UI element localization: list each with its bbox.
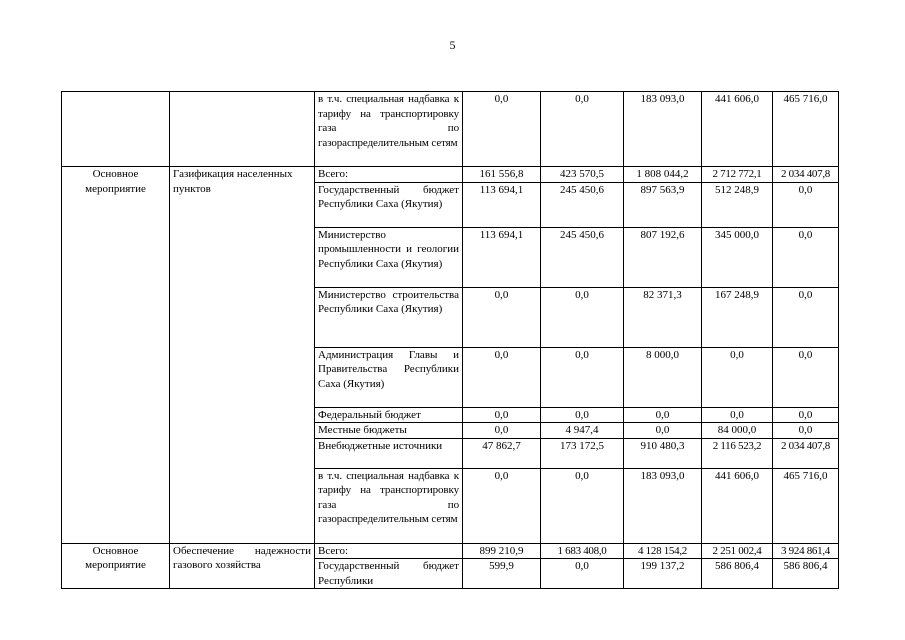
value-cell: 0,0 <box>773 287 839 347</box>
page-number: 5 <box>449 38 456 52</box>
value-cell: 0,0 <box>624 407 702 423</box>
value-cell: 441 606,0 <box>702 92 773 167</box>
value-cell: 0,0 <box>773 423 839 439</box>
value-cell: 910 480,3 <box>624 438 702 468</box>
value-cell: 3 924 861,4 <box>773 543 839 559</box>
value-cell: 4 128 154,2 <box>624 543 702 559</box>
value-cell: 113 694,1 <box>463 227 541 287</box>
funding-source-cell: Администрация Главы и Правительства Республики Саха (Якутия) <box>315 347 463 407</box>
activity-type-cell <box>62 92 170 167</box>
value-cell: 199 137,2 <box>624 559 702 589</box>
value-cell: 465 716,0 <box>773 92 839 167</box>
value-cell: 0,0 <box>463 468 541 543</box>
value-cell: 173 172,5 <box>541 438 624 468</box>
value-cell: 113 694,1 <box>463 182 541 227</box>
value-cell: 183 093,0 <box>624 468 702 543</box>
table-row <box>62 543 839 559</box>
funding-source-cell: Всего: <box>315 543 463 559</box>
value-cell: 2 034 407,8 <box>773 438 839 468</box>
value-cell: 0,0 <box>541 559 624 589</box>
value-cell: 8 000,0 <box>624 347 702 407</box>
funding-source-cell: Федеральный бюджет <box>315 407 463 423</box>
funding-source-cell: Государственный бюджет Республики <box>315 559 463 589</box>
value-cell: 0,0 <box>463 287 541 347</box>
value-cell: 441 606,0 <box>702 468 773 543</box>
value-cell: 899 210,9 <box>463 543 541 559</box>
value-cell: 586 806,4 <box>702 559 773 589</box>
value-cell: 245 450,6 <box>541 227 624 287</box>
value-cell: 4 947,4 <box>541 423 624 439</box>
value-cell: 0,0 <box>541 347 624 407</box>
value-cell: 2 251 002,4 <box>702 543 773 559</box>
funding-source-cell: Местные бюджеты <box>315 423 463 439</box>
funding-source-cell: в т.ч. специальная надбавка к тарифу на транспортировку газа по газораспределительным сетям <box>315 92 463 167</box>
value-cell: 0,0 <box>463 423 541 439</box>
value-cell: 0,0 <box>773 407 839 423</box>
budget-table <box>61 91 839 589</box>
value-cell: 897 563,9 <box>624 182 702 227</box>
table-row <box>62 167 839 183</box>
value-cell: 2 116 523,2 <box>702 438 773 468</box>
value-cell: 0,0 <box>541 407 624 423</box>
value-cell: 807 192,6 <box>624 227 702 287</box>
value-cell: 0,0 <box>541 468 624 543</box>
value-cell: 161 556,8 <box>463 167 541 183</box>
activity-name-cell: Обеспечение надежности газового хозяйства <box>170 543 315 589</box>
value-cell: 245 450,6 <box>541 182 624 227</box>
value-cell: 0,0 <box>463 347 541 407</box>
activity-name-cell: Газификация населенных пунктов <box>170 167 315 544</box>
value-cell: 0,0 <box>773 182 839 227</box>
value-cell: 512 248,9 <box>702 182 773 227</box>
value-cell: 2 712 772,1 <box>702 167 773 183</box>
value-cell: 0,0 <box>624 423 702 439</box>
funding-source-cell: Всего: <box>315 167 463 183</box>
value-cell: 1 808 044,2 <box>624 167 702 183</box>
value-cell: 47 862,7 <box>463 438 541 468</box>
value-cell: 183 093,0 <box>624 92 702 167</box>
funding-source-cell: Министерство строительства Республики Саха (Якутия) <box>315 287 463 347</box>
value-cell: 0,0 <box>702 407 773 423</box>
value-cell: 465 716,0 <box>773 468 839 543</box>
funding-source-cell: Государственный бюджет Республики Саха (Якутия) <box>315 182 463 227</box>
value-cell: 84 000,0 <box>702 423 773 439</box>
value-cell: 345 000,0 <box>702 227 773 287</box>
value-cell: 167 248,9 <box>702 287 773 347</box>
activity-type-cell: Основное мероприятие <box>62 543 170 589</box>
value-cell: 0,0 <box>463 92 541 167</box>
funding-source-cell: Министерство промышленности и геологии Республики Саха (Якутия) <box>315 227 463 287</box>
value-cell: 599,9 <box>463 559 541 589</box>
funding-source-cell: в т.ч. специальная надбавка к тарифу на транспортировку газа по газораспределительным сетям <box>315 468 463 543</box>
activity-name-cell <box>170 92 315 167</box>
value-cell: 586 806,4 <box>773 559 839 589</box>
value-cell: 0,0 <box>773 227 839 287</box>
value-cell: 0,0 <box>463 407 541 423</box>
value-cell: 0,0 <box>541 92 624 167</box>
value-cell: 0,0 <box>702 347 773 407</box>
table-row <box>62 92 839 167</box>
value-cell: 2 034 407,8 <box>773 167 839 183</box>
value-cell: 82 371,3 <box>624 287 702 347</box>
value-cell: 423 570,5 <box>541 167 624 183</box>
funding-source-cell: Внебюджетные источники <box>315 438 463 468</box>
value-cell: 1 683 408,0 <box>541 543 624 559</box>
value-cell: 0,0 <box>541 287 624 347</box>
value-cell: 0,0 <box>773 347 839 407</box>
activity-type-cell: Основное мероприятие <box>62 167 170 544</box>
